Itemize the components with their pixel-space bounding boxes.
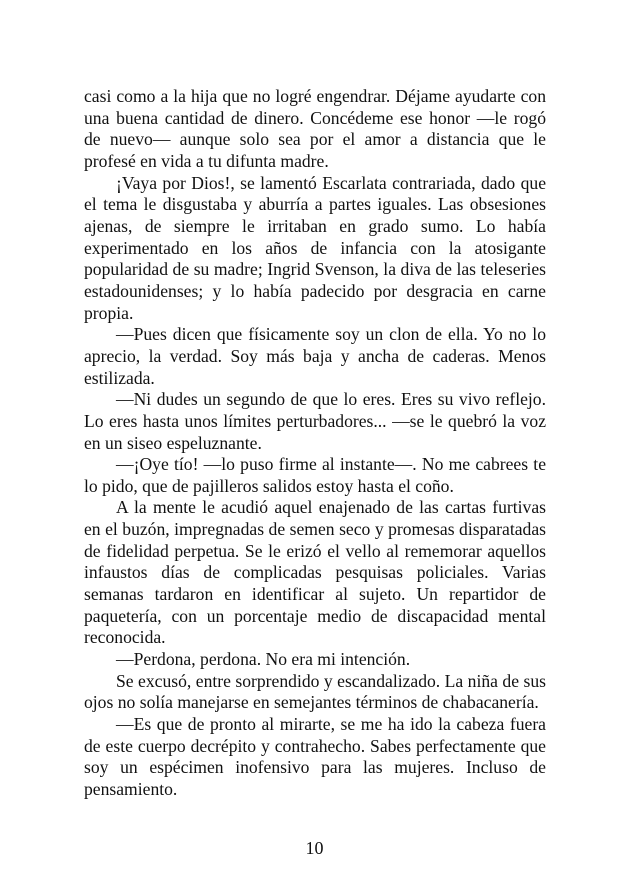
paragraph: A la mente le acudió aquel enajenado de las cartas furtivas en el buzón, impregnadas de semen seco y promesas disparatadas de fidelidad perpetua. Se le erizó el vello al rememorar aquellos infaustos días de complicadas pesquisas policiales. Varias semanas tardaron en identificar al sujeto. Un repartidor de paquetería, con un porcentaje medio de discapacidad mental reconocida. bbox=[84, 497, 546, 648]
body-text bbox=[84, 86, 546, 801]
paragraph: —Perdona, perdona. No era mi intención. bbox=[116, 649, 411, 670]
paragraph: —Pues dicen que físicamente soy un clon de ella. Yo no lo aprecio, la verdad. Soy más baja y ancha de caderas. Menos estilizada. bbox=[84, 324, 546, 388]
paragraph: —¡Oye tío! —lo puso firme al instante—. No me cabrees te lo pido, que de pajilleros salidos estoy hasta el coño. bbox=[84, 454, 546, 496]
page-number: 10 bbox=[305, 838, 324, 858]
paragraph: —Ni dudes un segundo de que lo eres. Eres su vivo reflejo. Lo eres hasta unos límites perturbadores... —se le quebró la voz en un siseo espeluznante. bbox=[84, 389, 546, 453]
paragraph: —Es que de pronto al mirarte, se me ha ido la cabeza fuera de este cuerpo decrépito y contrahecho. Sabes perfectamente que soy un espécimen inofensivo para las mujeres. Incluso de pensamiento. bbox=[84, 714, 546, 799]
paragraph: ¡Vaya por Dios!, se lamentó Escarlata contrariada, dado que el tema le disgustaba y aburría a partes iguales. Las obsesiones ajenas, de siempre le irritaban en grado sumo. Lo había experimentado en los años de infancia con la atosigante popularidad de su madre; Ingrid Svenson, la diva de las teleseries estadounidenses; y lo había padecido por desgracia en carne propia. bbox=[84, 172, 546, 323]
paragraph: Se excusó, entre sorprendido y escandalizado. La niña de sus ojos no solía manejarse en semejantes términos de chabacanería. bbox=[84, 670, 546, 713]
paragraph: casi como a la hija que no logré engendrar. Déjame ayudarte con una buena cantidad de dinero. Concédeme ese honor —le rogó de nuevo— aunque solo sea por el amor a distancia que le profesé en vida a tu difunta madre. bbox=[84, 86, 546, 171]
